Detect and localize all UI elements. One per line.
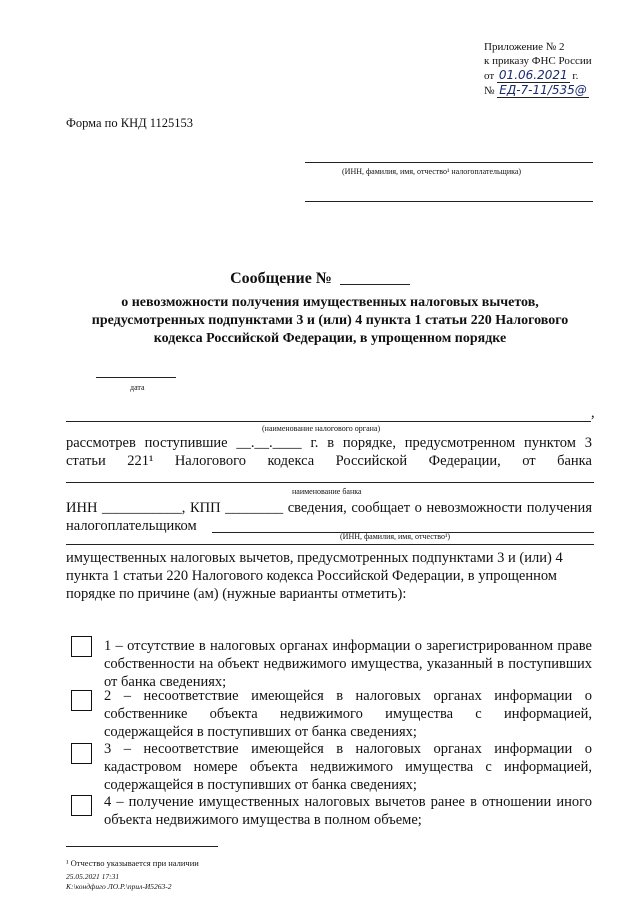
subtitle-line-3: кодекса Российской Федерации, в упрощенном порядке bbox=[153, 331, 507, 346]
tax-authority-caption: (наименование налогового органа) bbox=[262, 424, 381, 433]
paragraph-1-word: Налогового bbox=[174, 453, 247, 469]
paragraph-1-word: кодекса bbox=[267, 453, 315, 469]
option-4-text bbox=[104, 793, 592, 829]
subtitle-line-2: предусмотренных подпунктами 3 и (или) 4 пункта 1 статьи 220 Налогового bbox=[91, 313, 569, 328]
option-2-text bbox=[104, 687, 592, 741]
date-line bbox=[96, 377, 176, 378]
date-caption: дата bbox=[130, 383, 145, 392]
taxpayer-caption: (ИНН, фамилия, имя, отчество¹ налогоплательщика) bbox=[342, 167, 522, 176]
paragraph-2-line-1: ИНН ___________, КПП ________ сведения, сообщает о невозможности получения bbox=[66, 500, 592, 516]
comma: , bbox=[591, 405, 595, 421]
option-1-line-2: собственности на объект недвижимого имущества, указанный в поступивших bbox=[104, 656, 592, 672]
option-3-line-3: содержащейся в поступивших от банка сведениях; bbox=[104, 777, 417, 793]
option-2-line-3: содержащейся в поступивших от банка сведениях; bbox=[104, 724, 417, 740]
taxpayer-line-4 bbox=[66, 544, 594, 545]
message-title bbox=[0, 270, 640, 288]
print-stamp-date: 25.05.2021 17:31 bbox=[66, 872, 120, 881]
message-subtitle bbox=[70, 294, 590, 348]
option-3-text bbox=[104, 740, 592, 794]
bank-line bbox=[66, 482, 594, 483]
option-2-checkbox[interactable] bbox=[71, 690, 92, 711]
annex-number-value: ЕД-7-11/535@ bbox=[499, 83, 587, 97]
annex-line-1: Приложение № 2 bbox=[484, 41, 565, 53]
paragraph-3-line-3: порядке по причине (ам) (нужные варианты отметить): bbox=[66, 586, 407, 602]
paragraph-1-line-2 bbox=[66, 452, 592, 470]
option-1-text bbox=[104, 637, 592, 691]
message-number-blank bbox=[340, 284, 410, 285]
option-1-checkbox[interactable] bbox=[71, 636, 92, 657]
option-3-line-1: 3 – несоответствие имеющейся в налоговых органах информации о bbox=[104, 741, 592, 757]
taxpayer-line-1 bbox=[305, 162, 593, 163]
taxpayer-line-2 bbox=[305, 201, 593, 202]
option-1-line-1: 1 – отсутствие в налоговых органах информации о зарегистрированном праве bbox=[104, 638, 592, 654]
paragraph-3 bbox=[66, 549, 592, 603]
annex-date-value: 01.06.2021 bbox=[498, 68, 568, 82]
option-2-line-2: собственнике объекта недвижимого имущества с информацией, bbox=[104, 706, 592, 722]
annex-line-2: к приказу ФНС России bbox=[484, 55, 592, 67]
paragraph-3-line-1: имущественных налоговых вычетов, предусмотренных подпунктами 3 и (или) 4 bbox=[66, 550, 563, 566]
bank-caption: наименование банка bbox=[292, 487, 362, 496]
print-stamp-path: К:\кондфиго ЛО.Р.\прил-И5263-2 bbox=[66, 882, 172, 891]
annex-date-prefix: от bbox=[484, 70, 495, 82]
annex-date-row bbox=[484, 68, 614, 83]
paragraph-1-word: Федерации, bbox=[428, 453, 501, 469]
paragraph-1-word: Российской bbox=[335, 453, 408, 469]
paragraph-1-word: 221¹ bbox=[127, 453, 154, 469]
footnote-rule bbox=[66, 846, 218, 847]
annex-block bbox=[484, 40, 614, 98]
option-3-line-2: кадастровом номере объекта недвижимого имущества с информацией, bbox=[104, 759, 592, 775]
annex-date-suffix: г. bbox=[572, 70, 579, 82]
form-code: Форма по КНД 1125153 bbox=[66, 116, 194, 130]
paragraph-3-line-2: пункта 1 статьи 220 Налогового кодекса Российской Федерации, в упрощенном bbox=[66, 568, 557, 584]
tax-authority-line bbox=[66, 421, 591, 422]
option-4-checkbox[interactable] bbox=[71, 795, 92, 816]
option-3-checkbox[interactable] bbox=[71, 743, 92, 764]
paragraph-1-word: банка bbox=[557, 453, 592, 469]
option-2-line-1: 2 – несоответствие имеющейся в налоговых органах информации о bbox=[104, 688, 592, 704]
annex-number-row bbox=[484, 83, 614, 98]
footnote: ¹ Отчество указывается при наличии bbox=[66, 858, 199, 868]
paragraph-1-word: от bbox=[522, 453, 536, 469]
paragraph-1-line-1: рассмотрев поступившие __.__.____ г. в порядке, предусмотренном пунктом 3 bbox=[66, 435, 592, 451]
option-1-line-3: от банка сведениях; bbox=[104, 674, 227, 690]
option-4-line-1: 4 – получение имущественных налоговых вычетов ранее в отношении иного bbox=[104, 794, 592, 810]
taxpayer-caption-2: (ИНН, фамилия, имя, отчество¹) bbox=[340, 532, 451, 541]
paragraph-2-line-2: налогоплательщиком bbox=[66, 518, 197, 534]
annex-number-prefix: № bbox=[484, 85, 495, 97]
subtitle-line-1: о невозможности получения имущественных налоговых вычетов, bbox=[121, 295, 539, 310]
option-4-line-2: объекта недвижимого имущества в полном объеме; bbox=[104, 812, 422, 828]
paragraph-1-word: статьи bbox=[66, 453, 106, 469]
message-title-text: Сообщение № bbox=[230, 270, 332, 287]
